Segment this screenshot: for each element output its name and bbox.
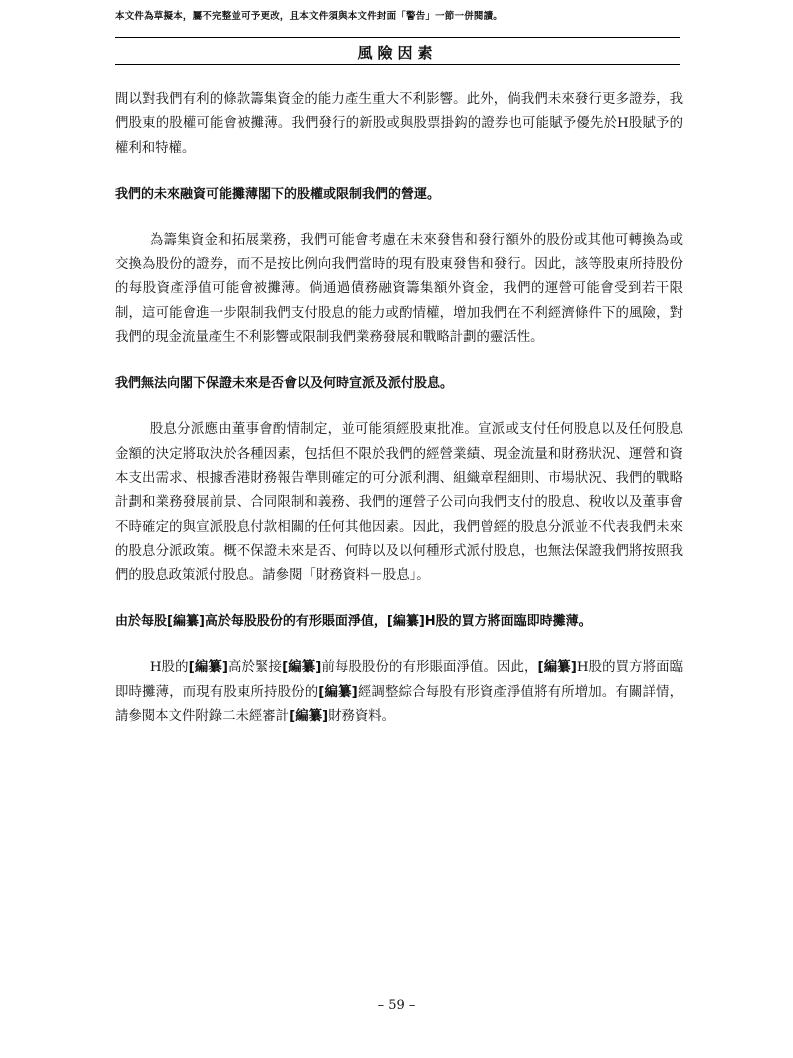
redacted-term: [編纂]: [289, 709, 329, 725]
page-number: – 59 –: [377, 998, 416, 1013]
text-run: 高於緊接: [227, 660, 283, 676]
redacted-term: [編纂]: [318, 684, 358, 700]
page-body: [115, 88, 683, 729]
text-run: H股的買方將面臨即時攤薄，而現有股東所持股份的: [115, 660, 683, 700]
section-title: 風險因素: [357, 44, 438, 62]
paragraph-dilution: [115, 656, 683, 729]
header-rule-top: [115, 37, 680, 38]
text-run: 前每股股份的有形賬面淨值。因此，: [321, 660, 538, 676]
header-rule-bottom: [115, 64, 680, 65]
text-run: 經調整綜合每股有形資產淨值將有所增加。有關詳情，請參閱本文件附錄二未經審計: [115, 684, 684, 725]
redacted-term: [編纂]: [188, 660, 228, 676]
risk-heading-dividends: 我們無法向閣下保證未來是否會以及何時宣派及派付股息。: [115, 376, 454, 392]
paragraph-future-financing: 為籌集資金和拓展業務，我們可能會考慮在未來發售和發行額外的股份或其他可轉換為或交換為股份的證券，而不是按比例向我們當時的現有股東發售和發行。因此，該等股東所持股份的每股資產淨值可能會被攤薄。倘通過債務融資籌集額外資金，我們的運營可能會受到若干限制，這可能會進一步限制我們支付股息的能力或酌情權，增加我們在不利經濟條件下的風險，對我們的現金流量產生不利影響或限制我們業務發展和戰略計劃的靈活性。: [115, 232, 683, 346]
risk-heading-dilution: 由於每股[編纂]高於每股股份的有形賬面淨值，[編纂]H股的買方將面臨即時攤薄。: [115, 614, 592, 630]
risk-heading-future-financing: 我們的未來融資可能攤薄閣下的股權或限制我們的營運。: [115, 186, 441, 202]
text-run: 財務資料。: [328, 709, 396, 725]
redacted-term: [編纂]: [537, 660, 577, 676]
text-run: H股的: [149, 660, 189, 676]
redacted-term: [編纂]: [282, 660, 322, 676]
paragraph-continued: 間以對我們有利的條款籌集資金的能力產生重大不利影響。此外，倘我們未來發行更多證券，我們股東的股權可能會被攤薄。我們發行的新股或與股票掛鈎的證券也可能賦予優先於H股賦予的權利和特權。: [115, 92, 683, 156]
paragraph-dividends: 股息分派應由董事會酌情制定，並可能須經股東批准。宣派或支付任何股息以及任何股息金額的決定將取決於各種因素，包括但不限於我們的經營業績、現金流量和財務狀況、運營和資本支出需求、根據香港財務報告準則確定的可分派利潤、組織章程細則、市場狀況、我們的戰略計劃和業務發展前景、合同限制和義務、我們的運營子公司向我們支付的股息、稅收以及董事會不時確定的與宣派股息付款相關的任何其他因素。因此，我們曾經的股息分派並不代表我們未來的股息分派政策。概不保證未來是否、何時以及以何種形式派付股息，也無法保證我們將按照我們的股息政策派付股息。請參閱「財務資料－股息」。: [115, 422, 683, 584]
draft-notice: 本文件為草擬本，屬不完整並可予更改，且本文件須與本文件封面「警告」一節一併閱讀。: [115, 11, 504, 22]
